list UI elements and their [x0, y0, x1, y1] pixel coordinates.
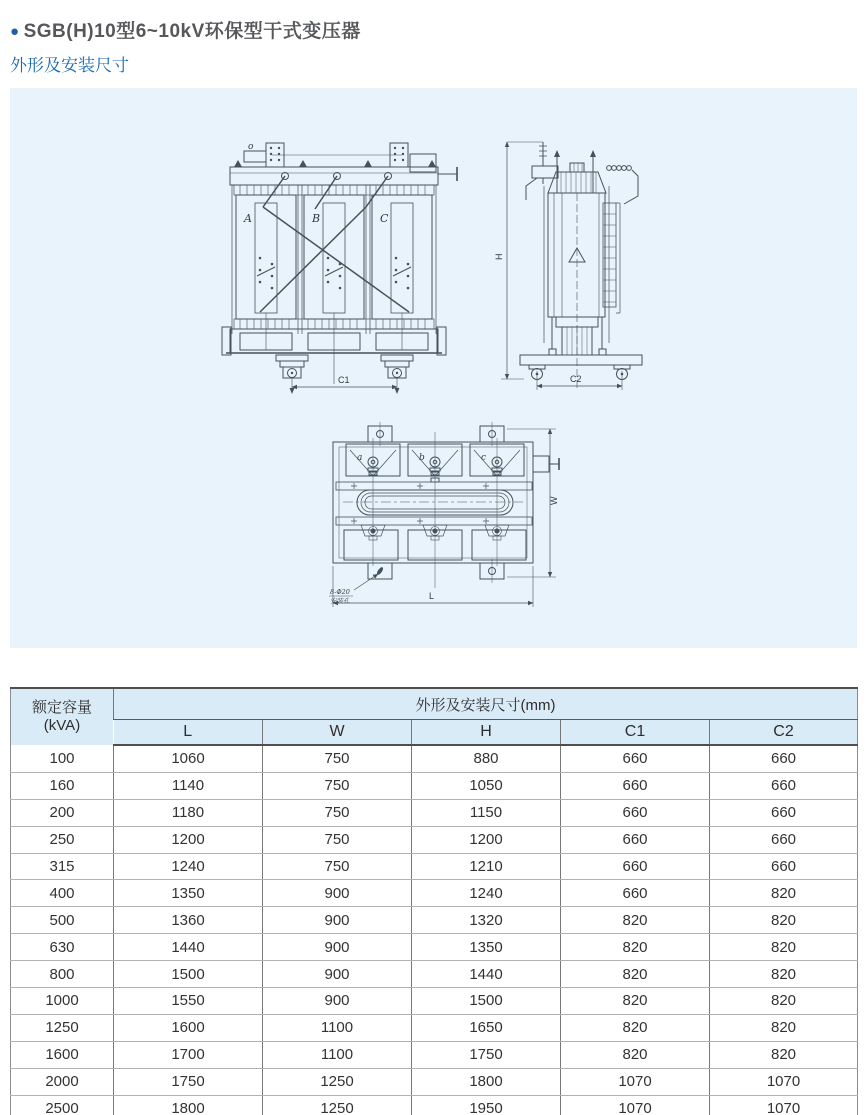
dimension-cell: 660 [710, 826, 858, 853]
table-row [11, 988, 858, 1015]
dimension-cell: 1950 [412, 1095, 561, 1115]
dimension-cell: 820 [561, 1014, 710, 1041]
capacity-cell: 1600 [11, 1041, 114, 1068]
capacity-cell: 2500 [11, 1095, 114, 1115]
dimension-cell: 900 [263, 961, 412, 988]
capacity-cell: 630 [11, 934, 114, 961]
table-row [11, 745, 858, 772]
dimension-cell: 1250 [263, 1068, 412, 1095]
capacity-cell: 1250 [11, 1014, 114, 1041]
col-header-W: W [263, 720, 412, 746]
dimension-cell: 660 [561, 880, 710, 907]
front-corner-label: o [248, 142, 254, 152]
phase-a-lower-label: a [357, 453, 363, 463]
capacity-cell: 500 [11, 907, 114, 934]
dimension-cell: 820 [561, 934, 710, 961]
page-header [0, 0, 867, 76]
table-header-row-1 [11, 688, 858, 720]
bullet-icon: ● [10, 23, 20, 40]
dimension-cell: 1200 [114, 826, 263, 853]
dimension-cell: 1350 [114, 880, 263, 907]
page-title-text: SGB(H)10型6~10kV环保型干式变压器 [23, 21, 361, 42]
col-header-C1: C1 [561, 720, 710, 746]
dimension-cell: 820 [710, 1014, 858, 1041]
dimension-cell: 660 [710, 745, 858, 772]
dimension-cell: 1060 [114, 745, 263, 772]
technical-drawing-panel [10, 88, 857, 648]
dimension-cell: 1100 [263, 1014, 412, 1041]
dimensions-group-header: 外形及安装尺寸(mm) [114, 688, 858, 720]
dim-w-label: W [549, 496, 559, 505]
dimension-cell: 750 [263, 745, 412, 772]
dim-c2-label: C2 [570, 374, 582, 384]
dimension-cell: 1050 [412, 772, 561, 799]
dimension-cell: 750 [263, 853, 412, 880]
dimension-cell: 820 [710, 1041, 858, 1068]
capacity-header-unit: (kVA) [43, 717, 81, 734]
dimensions-table [10, 687, 858, 1115]
dimension-cell: 820 [710, 934, 858, 961]
dimension-cell: 1800 [412, 1068, 561, 1095]
dimension-cell: 1750 [114, 1068, 263, 1095]
dim-h-label: H [494, 253, 504, 260]
dimension-cell: 1440 [114, 934, 263, 961]
dimension-cell: 660 [710, 853, 858, 880]
dimension-cell: 1140 [114, 772, 263, 799]
dimension-cell: 1250 [263, 1095, 412, 1115]
capacity-cell: 1000 [11, 988, 114, 1015]
table-body [11, 745, 858, 1115]
dimension-cell: 660 [561, 799, 710, 826]
dim-l-label: L [429, 591, 435, 601]
dimension-cell: 1150 [412, 799, 561, 826]
dimension-cell: 1750 [412, 1041, 561, 1068]
capacity-header-label: 额定容量 [31, 699, 92, 716]
col-header-C2: C2 [710, 720, 858, 746]
dimension-cell: 1800 [114, 1095, 263, 1115]
table-row [11, 961, 858, 988]
dimension-cell: 1350 [412, 934, 561, 961]
dimension-cell: 1440 [412, 961, 561, 988]
dimension-cell: 1200 [412, 826, 561, 853]
col-header-L: L [114, 720, 263, 746]
dimension-cell: 1700 [114, 1041, 263, 1068]
dimension-cell: 900 [263, 988, 412, 1015]
dimension-cell: 1500 [412, 988, 561, 1015]
dimension-cell: 1100 [263, 1041, 412, 1068]
dimension-cell: 1550 [114, 988, 263, 1015]
dimension-cell: 750 [263, 772, 412, 799]
dimension-cell: 900 [263, 934, 412, 961]
phase-b-label: B [312, 212, 321, 225]
col-header-H: H [412, 720, 561, 746]
dimension-cell: 660 [561, 826, 710, 853]
dimension-cell: 660 [710, 772, 858, 799]
hole-note-line1: 8-Φ20 [330, 588, 350, 596]
dimension-cell: 1240 [114, 853, 263, 880]
capacity-cell: 2000 [11, 1068, 114, 1095]
table-row [11, 799, 858, 826]
table-row [11, 880, 858, 907]
dimensions-table-wrap [10, 687, 857, 1115]
table-row [11, 907, 858, 934]
table-row [11, 772, 858, 799]
table-row [11, 1095, 858, 1115]
dimension-cell: 1240 [412, 880, 561, 907]
capacity-cell: 100 [11, 745, 114, 772]
dimension-cell: 1070 [710, 1095, 858, 1115]
page-title [10, 22, 857, 42]
capacity-cell: 315 [11, 853, 114, 880]
dimension-cell: 1070 [710, 1068, 858, 1095]
dimension-cell: 1650 [412, 1014, 561, 1041]
capacity-header-cell [11, 688, 114, 745]
dimension-cell: 900 [263, 907, 412, 934]
dimension-cell: 660 [561, 772, 710, 799]
dimension-cell: 660 [561, 745, 710, 772]
top-view-drawing [329, 422, 559, 607]
hole-note-line2: 安装孔 [330, 597, 350, 605]
capacity-cell: 800 [11, 961, 114, 988]
side-view-drawing [501, 142, 642, 390]
capacity-cell: 250 [11, 826, 114, 853]
phase-c-lower-label: c [481, 453, 487, 463]
dimension-cell: 1500 [114, 961, 263, 988]
dimension-cell: 820 [561, 961, 710, 988]
dimension-cell: 1070 [561, 1068, 710, 1095]
table-row [11, 934, 858, 961]
dim-c1-label: C1 [338, 375, 350, 385]
dimension-cell: 1360 [114, 907, 263, 934]
capacity-cell: 160 [11, 772, 114, 799]
dimension-cell: 820 [710, 961, 858, 988]
dimension-cell: 820 [710, 880, 858, 907]
dimension-cell: 1180 [114, 799, 263, 826]
dimension-cell: 1210 [412, 853, 561, 880]
dimension-cell: 660 [561, 853, 710, 880]
dimension-cell: 880 [412, 745, 561, 772]
dimension-cell: 1320 [412, 907, 561, 934]
dimension-cell: 900 [263, 880, 412, 907]
table-row [11, 826, 858, 853]
dimension-cell: 1600 [114, 1014, 263, 1041]
dimension-cell: 1070 [561, 1095, 710, 1115]
table-row [11, 1014, 858, 1041]
dimension-cell: 820 [561, 1041, 710, 1068]
phase-c-label: C [380, 212, 389, 225]
dimension-cell: 820 [561, 988, 710, 1015]
table-header-row-2 [11, 720, 858, 746]
front-view-drawing [222, 143, 457, 394]
table-row [11, 1041, 858, 1068]
section-title: 外形及安装尺寸 [10, 56, 129, 75]
capacity-cell: 200 [11, 799, 114, 826]
table-row [11, 853, 858, 880]
dimension-cell: 820 [710, 907, 858, 934]
dimension-cell: 820 [561, 907, 710, 934]
dimension-cell: 750 [263, 799, 412, 826]
table-row [11, 1068, 858, 1095]
dimension-cell: 820 [710, 988, 858, 1015]
phase-b-lower-label: b [419, 453, 425, 463]
capacity-cell: 400 [11, 880, 114, 907]
dimension-cell: 750 [263, 826, 412, 853]
phase-a-label: A [244, 212, 252, 225]
dimension-cell: 660 [710, 799, 858, 826]
transformer-drawing [10, 88, 857, 648]
